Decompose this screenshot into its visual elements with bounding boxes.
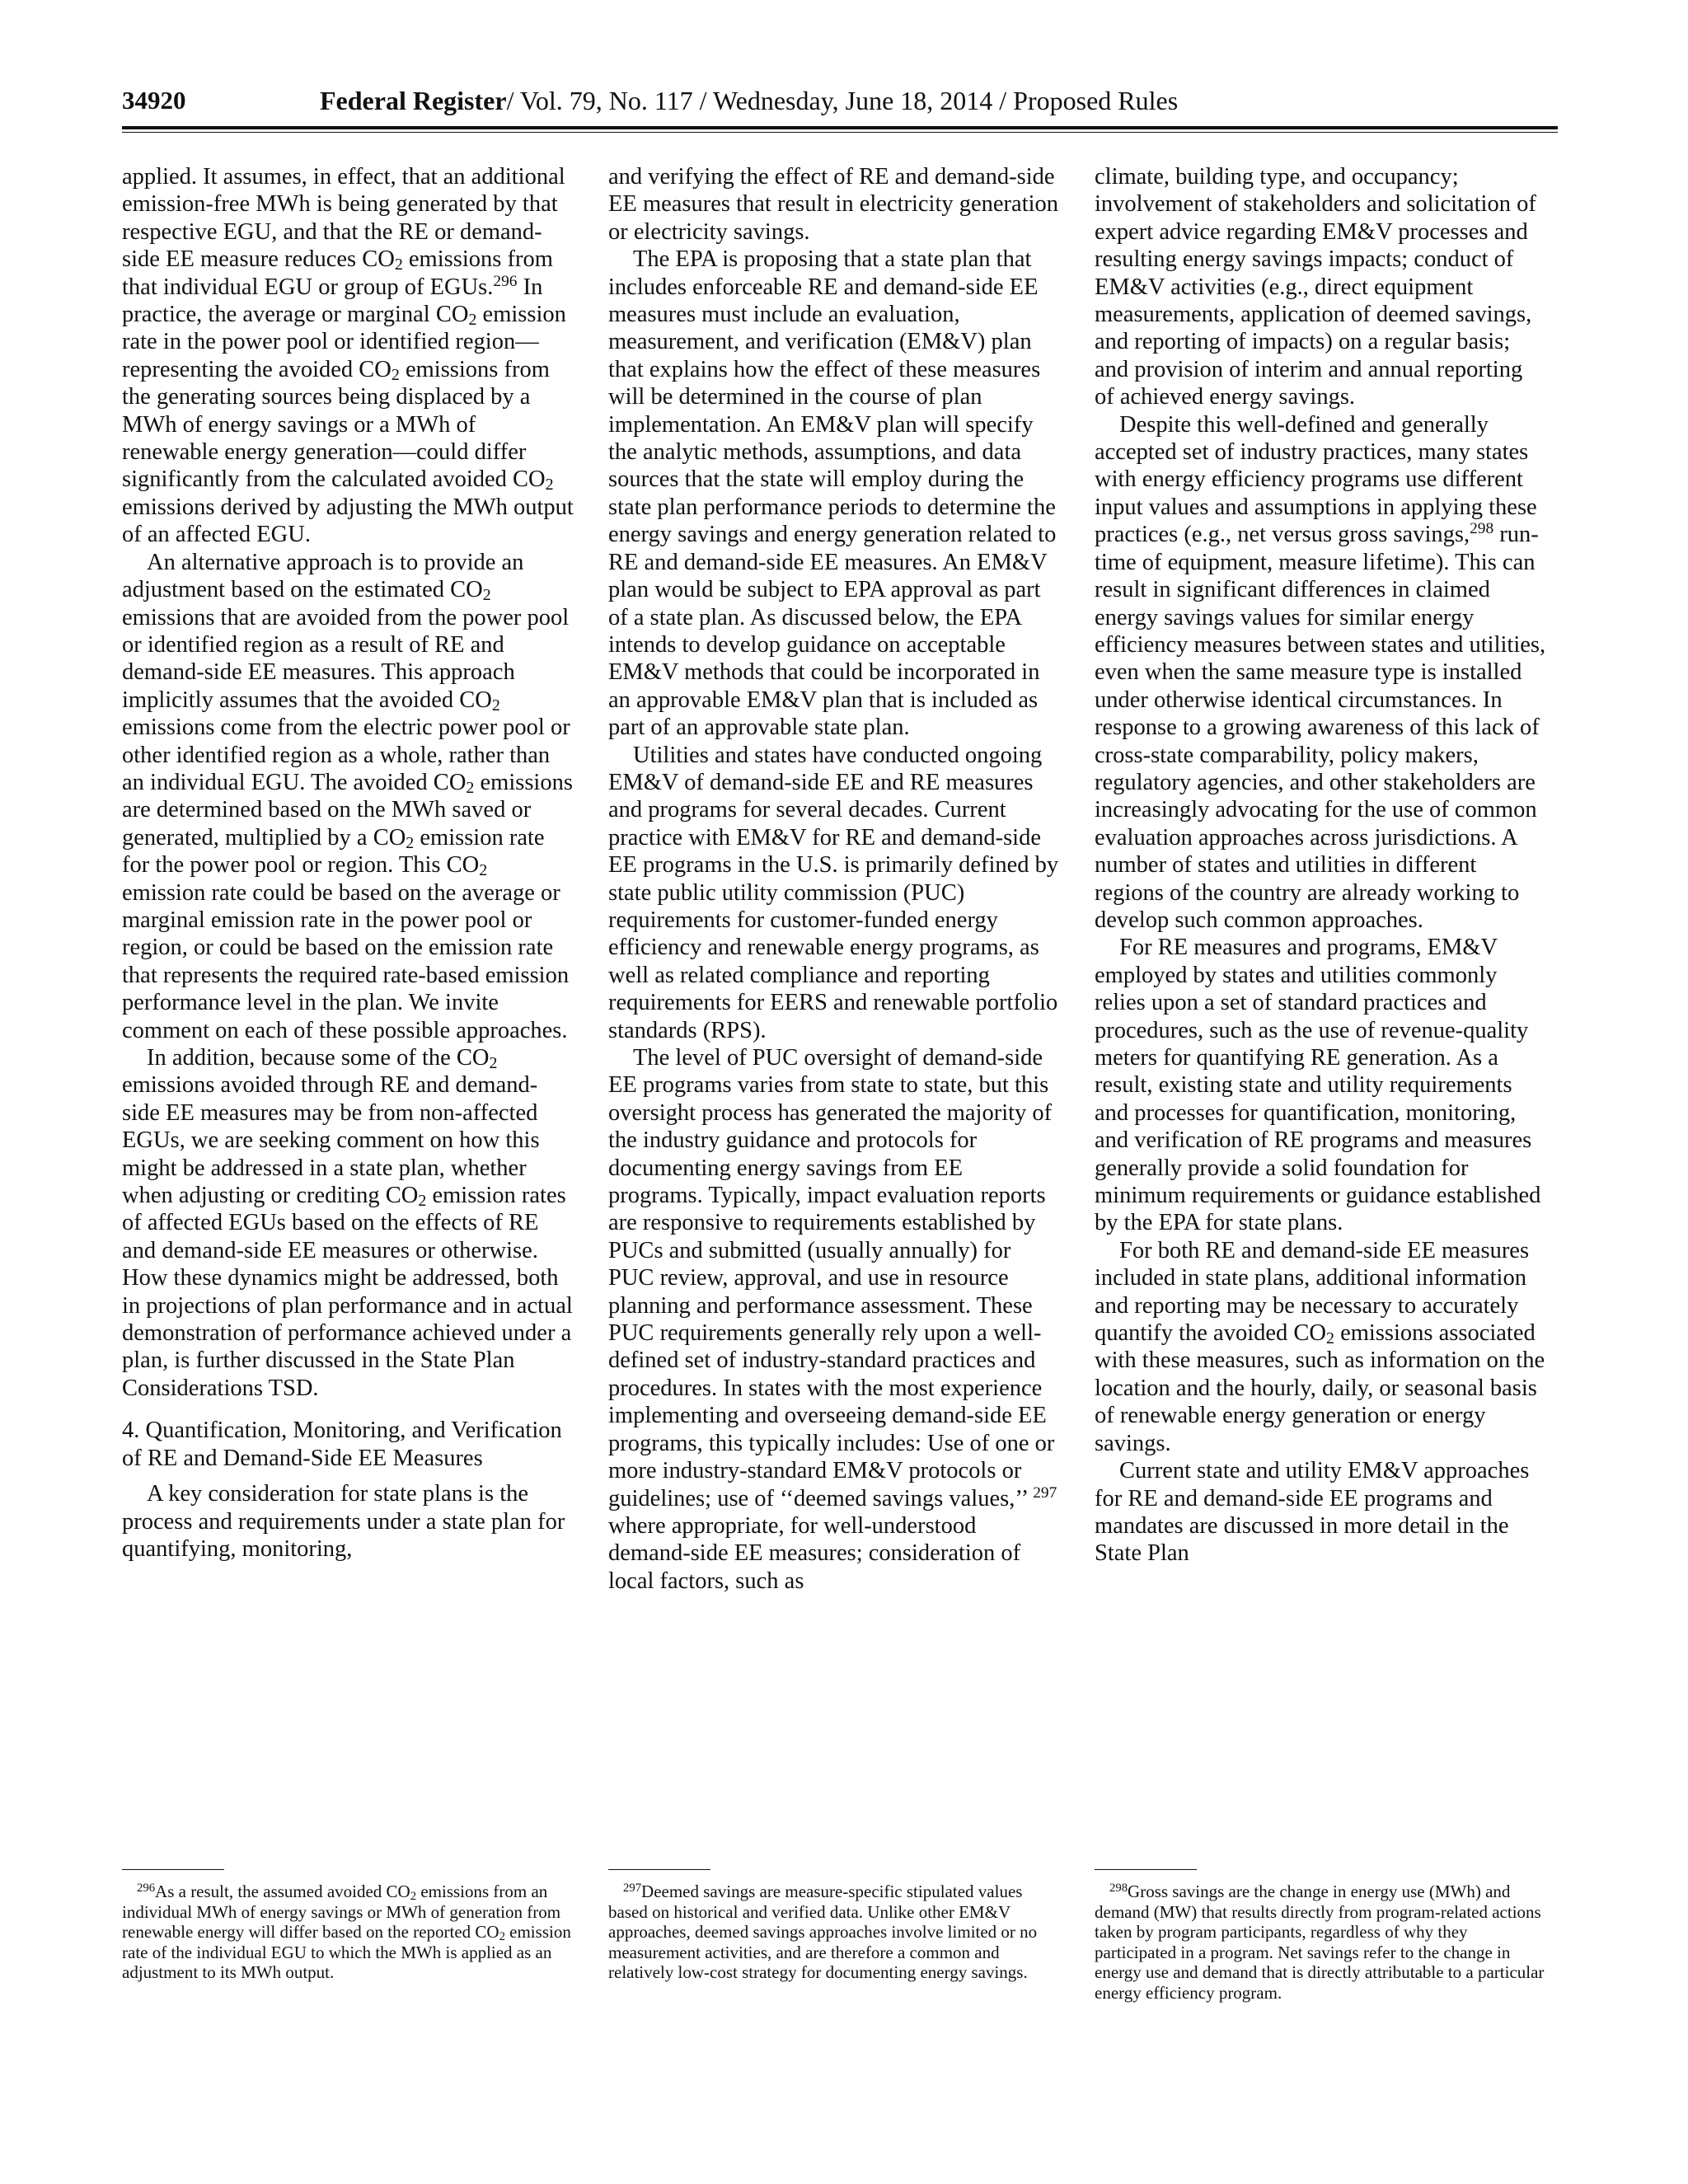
paragraph: climate, building type, and occupancy; involvement of stakeholders and solicitation of expert advice regarding EM&V processes and resulting energy savings impacts; conduct of EM&V activities (e.g., direct equipment measurements, application of deemed savings, and reporting of impacts) on a regular basis; and provision of interim and annual reporting of achieved energy savings. [1095,164,1536,410]
footnote-298 [1095,1869,1548,2003]
paragraph: For RE measures and programs, EM&V employed by states and utilities commonly relies upon a set of standard practices and procedures, such as the use of revenue-quality meters for quantifying RE generation. As a result, existing state and utility requirements and processes for quantification, monitoring, and verification of RE programs and measures generally provide a solid foundation for minimum requirements or guidance established by the EPA for state plans. [1095,935,1541,1236]
footnote-text: $^{298}$Gross savings are the change in energy use (MWh) and demand (MW) that results directly from program-related actions taken by program participants, regardless of why they participated in a program. Net savings refer to the change in energy use and demand that is directly attributable to a particular energy efficiency program. [1095,1882,1545,2003]
column-2 [608,163,1062,1595]
footnote-296 [122,1869,575,1983]
paragraph: The level of PUC oversight of demand-side EE programs varies from state to state, but this oversight process has generated the majority of the industry guidance and protocols for documenting energy savings from EE programs. Typically, impact evaluation reports are responsive to requirements established by PUCs and submitted (usually annually) for PUC review, approval, and use in resource planning and performance assessment. These PUC requirements generally rely upon a well-defined set of industry-standard practices and procedures. In states with the most experience implementing and overseeing demand-side EE programs, this typically includes: Use of one or more industry-standard EM&V protocols or guidelines; use of ‘‘deemed savings values,’’ $^{297}$ where appropriate, for well-understood demand-side EE measures; consideration of local factors, such as [608,1045,1057,1594]
footnote-text: $^{296}$As a result, the assumed avoided $CO_2$ emissions from an individual MWh of energy savings or MWh of generation from renewable energy will differ based on the reported $CO_2$ emission rate of the individual EGU to which the MWh is applied as an adjustment to its MWh output. [122,1882,571,1982]
column-1 [122,163,575,1563]
paragraph: Current state and utility EM&V approaches for RE and demand-side EE programs and mandates are discussed in more detail in the State Plan [1095,1458,1530,1567]
header-rule-thin [122,132,1558,133]
section-heading: 4. Quantification, Monitoring, and Verification of RE and Demand-Side EE Measures [122,1418,562,1471]
page-header [122,86,1558,122]
footnote-text: $^{297}$Deemed savings are measure-specific stipulated values based on historical and verified data. Unlike other EM&V approaches, deemed savings approaches involve limited or no measurement activities, and are therefore a common and relatively low-cost strategy for documenting energy savings. [608,1882,1038,1982]
footnote-separator [1095,1869,1197,1870]
paragraph: Utilities and states have conducted ongoing EM&V of demand-side EE and RE measures and programs for several decades. Current practice with EM&V for RE and demand-side EE programs in the U.S. is primarily defined by state public utility commission (PUC) requirements for customer-funded energy efficiency and renewable energy programs, as well as related compliance and reporting requirements for EERS and renewable portfolio standards (RPS). [608,742,1059,1043]
paragraph: The EPA is proposing that a state plan that includes enforceable RE and demand-side EE measures must include an evaluation, measurement, and verification (EM&V) plan that explains how the effect of these measures will be determined in the course of plan implementation. An EM&V plan will specify the analytic methods, assumptions, and data sources that the state will employ during the state plan performance periods to determine the energy savings and energy generation related to RE and demand-side EE measures. An EM&V plan would be subject to EPA approval as part of a state plan. As discussed below, the EPA intends to develop guidance on acceptable EM&V methods that could be incorporated in an approvable EM&V plan that is included as part of an approvable state plan. [608,246,1057,741]
column-3 [1095,163,1548,1568]
page-number: 34920 [122,86,186,115]
footnote-separator [608,1869,710,1870]
paragraph: For both RE and demand-side EE measures included in state plans, additional information and reporting may be necessary to accurately quantify the avoided $CO_2$ emissions associated with these measures, such as information on the location and the hourly, daily, or seasonal basis of renewable energy generation or energy savings. [1095,1237,1545,1456]
footnote-ref[interactable]: 298 [1470,520,1494,538]
paragraph: An alternative approach is to provide an adjustment based on the estimated $CO_2$ emissions that are avoided from the power pool or identified region as a result of RE and demand-side EE measures. This approach implicitly assumes that the avoided $CO_2$ emissions come from the electric power pool or other identified region as a whole, rather than an individual EGU. The avoided $CO_2$ emissions are determined based on the MWh saved or generated, multiplied by a $CO_2$ emission rate for the power pool or region. This $CO_2$ emission rate could be based on the average or marginal emission rate in the power pool or region, or could be based on the emission rate that represents the required rate-based emission performance level in the plan. We invite comment on each of these possible approaches. [122,549,573,1043]
footnote-number: 298 [1109,1882,1128,1895]
footnote-297 [608,1869,1062,1983]
paragraph: and verifying the effect of RE and demand-side EE measures that result in electricity generation or electricity savings. [608,164,1059,245]
running-head [320,86,1178,116]
footnote-ref[interactable]: 296 [493,272,518,290]
paragraph: A key consideration for state plans is the process and requirements under a state plan for quantifying, monitoring, [122,1481,565,1562]
footnote-number: 296 [137,1882,156,1895]
publication-name: Federal Register [320,86,507,115]
issue-citation: / Vol. 79, No. 117 / Wednesday, June 18, 2014 / Proposed Rules [506,86,1179,115]
header-rule-thick [122,126,1558,129]
footnote-number: 297 [623,1882,642,1895]
footnote-separator [122,1869,224,1870]
footnote-ref[interactable]: 297 [1033,1483,1057,1502]
paragraph: Despite this well-defined and generally accepted set of industry practices, many states with energy efficiency programs use different input values and assumptions in applying these practices (e.g., net versus gross savings,$^{298}$ run-time of equipment, measure lifetime). This can result in significant differences in claimed energy savings values for similar energy efficiency measures between states and utilities, even when the same measure type is installed under otherwise identical circumstances. In response to a growing awareness of this lack of cross-state comparability, policy makers, regulatory agencies, and other stakeholders are increasingly advocating for the use of common evaluation approaches across jurisdictions. A number of states and utilities in different regions of the country are already working to develop such common approaches. [1095,411,1546,933]
paragraph: applied. It assumes, in effect, that an additional emission-free MWh is being generated by that respective EGU, and that the RE or demand-side EE measure reduces $CO_2$ emissions from that individual EGU or group of EGUs.$^{296}$ In practice, the average or marginal $CO_2$ emission rate in the power pool or identified region—representing the avoided $CO_2$ emissions from the generating sources being displaced by a MWh of energy savings or a MWh of renewable energy generation—could differ significantly from the calculated avoided $CO_2$ emissions derived by adjusting the MWh output of an affected EGU. [122,164,574,548]
paragraph: In addition, because some of the $CO_2$ emissions avoided through RE and demand-side EE measures may be from non-affected EGUs, we are seeking comment on how this might be addressed in a state plan, whether when adjusting or crediting $CO_2$ emission rates of affected EGUs based on the effects of RE and demand-side EE measures or otherwise. How these dynamics might be addressed, both in projections of plan performance and in actual demonstration of performance achieved under a plan, is further discussed in the State Plan Considerations TSD. [122,1045,573,1401]
